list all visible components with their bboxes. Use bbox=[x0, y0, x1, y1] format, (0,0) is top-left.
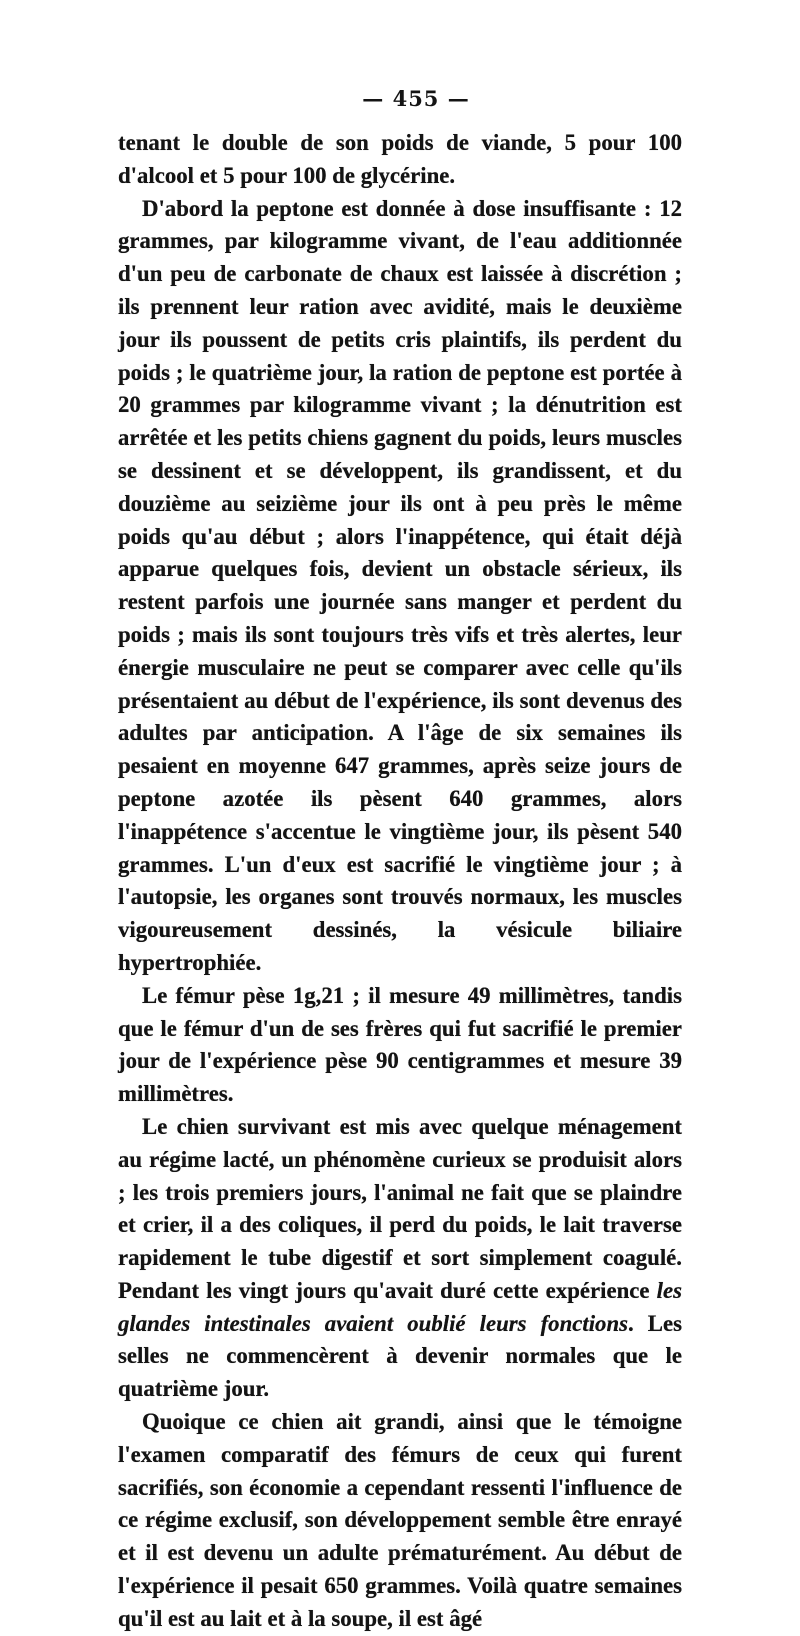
paragraph-2: D'abord la peptone est donnée à dose insuffisante : 12 grammes, par kilogramme vivant, de l'eau additionnée d'un peu de carbonate de chaux est laissée à discrétion ; ils prennent leur ration avec avidité, mais le deuxième jour ils poussent de petits cris plaintifs, ils perdent du poids ; le quatrième jour, la ration de peptone est portée à 20 grammes par kilogramme vivant ; la dénutrition est arrêtée et les petits chiens gagnent du poids, leurs muscles se dessinent et se développent, ils grandissent, et du douzième au seizième jour ils ont à peu près le même poids qu'au début ; alors l'inappétence, qui était déjà apparue quelques fois, devient un obstacle sérieux, ils restent parfois une journée sans manger et perdent du poids ; mais ils sont toujours très vifs et très alertes, leur énergie musculaire ne peut se comparer avec celle qu'ils présentaient au début de l'expérience, ils sont devenus des adultes par anticipation. A l'âge de six semaines ils pesaient en moyenne 647 grammes, après seize jours de peptone azotée ils pèsent 640 grammes, alors l'inappétence s'accentue le vingtième jour, ils pèsent 540 grammes. L'un d'eux est sacrifié le vingtième jour ; à l'autopsie, les organes sont trouvés normaux, les muscles vigoureusement dessinés, la vésicule biliaire hypertrophiée. bbox=[118, 195, 682, 975]
paragraph-4 bbox=[118, 1111, 682, 1406]
paragraph-5: Quoique ce chien ait grandi, ainsi que le témoigne l'examen comparatif des fémurs de ceux qui furent sacrifiés, son économie a cependant ressenti l'influence de ce régime exclusif, son développement semble être enrayé et il est devenu un adulte prématurément. Au début de l'expérience il pesait 650 grammes. Voilà quatre semaines qu'il est au lait et à la soupe, il est âgé bbox=[118, 1409, 682, 1631]
paragraph-1: tenant le double de son poids de viande, 5 pour 100 d'alcool et 5 pour 100 de glycérine. bbox=[118, 130, 682, 188]
paragraph-4-text-after: . Les selles ne commencèrent à devenir normales que le quatrième jour. bbox=[118, 1310, 682, 1402]
paragraph-3: Le fémur pèse 1g,21 ; il mesure 49 millimètres, tandis que le fémur d'un de ses frères qui fut sacrifié le premier jour de l'expérience pèse 90 centigrammes et mesure 39 millimètres. bbox=[118, 982, 682, 1107]
paragraph-4-italic-phrase: les glandes intestinales avaient oublié leurs fonctions bbox=[118, 1277, 682, 1336]
page-number: — 455 — bbox=[362, 86, 470, 111]
book-page bbox=[118, 86, 682, 1636]
paragraph-4-text-before: Le chien survivant est mis avec quelque ménagement au régime lacté, un phénomène curieux se produisit alors ; les trois premiers jours, l'animal ne fait que se plaindre et crier, il a des coliques, il perd du poids, le lait traverse rapidement le tube digestif et sort simplement coagulé. Pendant les vingt jours qu'avait duré cette expérience bbox=[118, 1113, 682, 1303]
